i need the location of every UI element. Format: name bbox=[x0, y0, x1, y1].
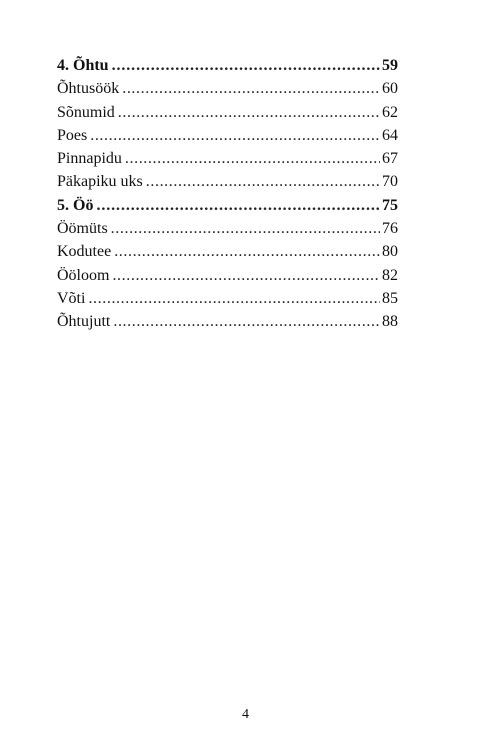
toc-entry-title: Õhtusöök bbox=[57, 80, 120, 98]
toc-entry-page: 76 bbox=[382, 220, 398, 238]
toc-entry-page: 80 bbox=[382, 243, 398, 261]
toc-entry-page: 70 bbox=[382, 173, 398, 191]
toc-leader-dots bbox=[111, 217, 380, 240]
toc-entry bbox=[57, 101, 398, 124]
toc-leader-dots bbox=[112, 54, 380, 77]
toc-entry-page: 64 bbox=[382, 126, 398, 144]
toc-entry-page: 67 bbox=[382, 150, 398, 168]
toc-entry bbox=[57, 217, 398, 240]
toc-entry-page: 60 bbox=[382, 80, 398, 98]
toc-entry-page: 62 bbox=[382, 103, 398, 121]
toc-leader-dots bbox=[122, 77, 380, 100]
toc-leader-dots bbox=[112, 264, 380, 287]
toc-leader-dots bbox=[114, 240, 380, 263]
toc-entry-title: Ööloom bbox=[57, 266, 110, 284]
toc-entry-page: 59 bbox=[382, 57, 398, 74]
toc-entry-page: 82 bbox=[382, 266, 398, 284]
toc-entry-title: Võti bbox=[57, 289, 86, 307]
toc-entry bbox=[57, 170, 398, 193]
toc-entry bbox=[57, 77, 398, 100]
toc-entry-title: Pinnapidu bbox=[57, 150, 122, 168]
toc-entry bbox=[57, 287, 398, 310]
toc-entry-title: Kodutee bbox=[57, 243, 112, 261]
toc-chapter-entry bbox=[57, 54, 398, 77]
toc-leader-dots bbox=[118, 101, 380, 124]
toc-chapter-entry bbox=[57, 194, 398, 217]
toc-entry-title: Poes bbox=[57, 126, 88, 144]
toc-entry bbox=[57, 240, 398, 263]
toc-leader-dots bbox=[146, 170, 380, 193]
toc-entry-title: 4. Õhtu bbox=[57, 57, 109, 74]
toc-entry bbox=[57, 310, 398, 333]
toc-entry-page: 85 bbox=[382, 289, 398, 307]
toc-entry-title: Öömüts bbox=[57, 220, 108, 238]
toc-leader-dots bbox=[96, 194, 380, 217]
toc-entry-title: Õhtujutt bbox=[57, 313, 111, 331]
toc-entry bbox=[57, 147, 398, 170]
toc-leader-dots bbox=[88, 287, 380, 310]
table-of-contents bbox=[57, 54, 398, 334]
toc-leader-dots bbox=[125, 147, 380, 170]
toc-entry bbox=[57, 124, 398, 147]
toc-entry-page: 88 bbox=[382, 313, 398, 331]
toc-entry-title: Sõnumid bbox=[57, 103, 115, 121]
page-number: 4 bbox=[242, 707, 249, 722]
toc-entry-title: 5. Öö bbox=[57, 196, 94, 214]
toc-entry-title: Päkapiku uks bbox=[57, 173, 143, 191]
toc-leader-dots bbox=[113, 310, 380, 333]
toc-entry bbox=[57, 264, 398, 287]
toc-leader-dots bbox=[90, 124, 380, 147]
toc-entry-page: 75 bbox=[382, 196, 398, 214]
